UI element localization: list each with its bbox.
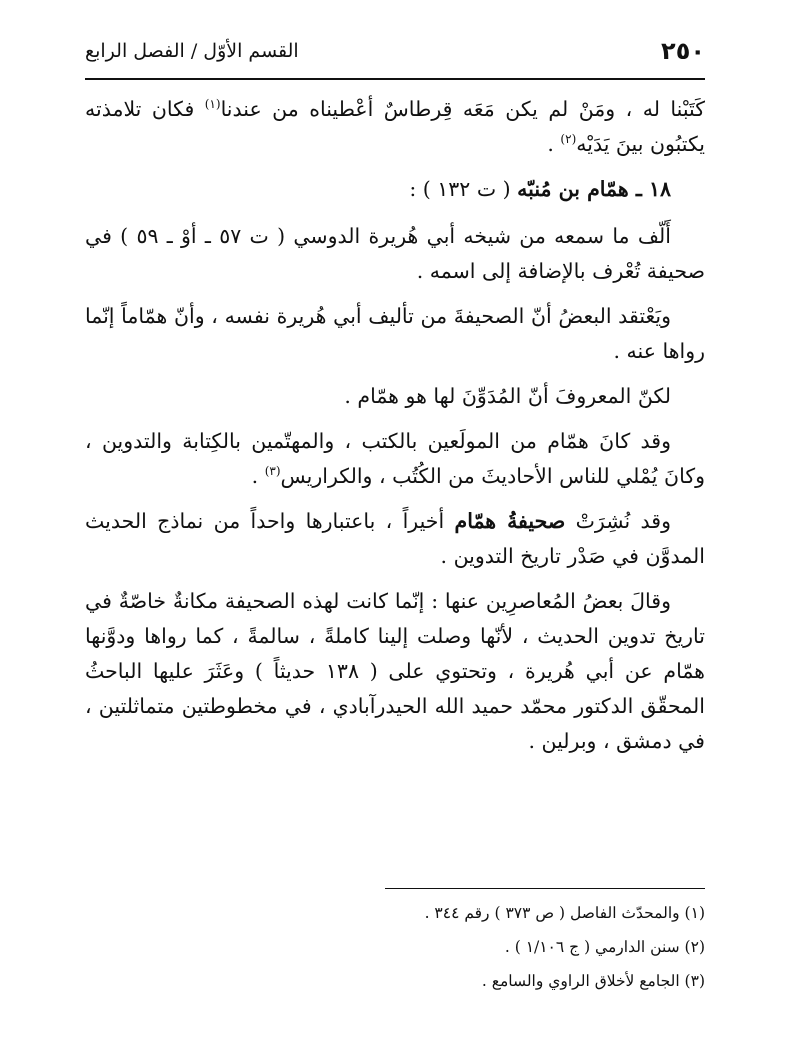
footnote-1: (١) والمحدّث الفاصل ( ص ٣٧٣ ) رقم ٣٤٤ . — [424, 904, 705, 922]
section-heading-date: ( ت ١٣٢ ) : — [409, 177, 518, 201]
footnote-3: (٣) الجامع لأخلاق الراوي والسامع . — [481, 972, 705, 990]
paragraph-4: لكنّ المعروفَ أنّ المُدَوِّنَ لها هو همّام . — [344, 384, 671, 408]
running-title: القسم الأوّل / الفصل الرابع — [85, 40, 299, 62]
header-rule — [85, 78, 705, 80]
main-text — [85, 92, 705, 769]
section-heading — [85, 172, 705, 207]
paragraph-6-start: وقد نُشِرَتْ — [565, 509, 671, 533]
page-header — [85, 30, 705, 72]
paragraph-7: وقالَ بعضُ المُعاصرِين عنها : إنّما كانت لهذه الصحيفة مكانةٌ خاصّةٌ في تاريخ تدوين الحديث ، لأنّها وصلت إلينا كاملةً ، سالمةً ، كما رواها ودوَّنها همّام عن أبي هُريرة ، وتحتوي على ( ١٣٨ حديثاً ) وعَثَرَ عليها الباحثُ المحقّق الدكتور محمّد حميد الله الحيدرآبادي ، في مخطوطتين متماثلتين ، في دمشق ، وبرلين . — [85, 589, 705, 753]
page-number: ٢٥٠ — [661, 37, 705, 65]
paragraph-1-end: . — [547, 132, 561, 156]
paragraph-2: أَلّف ما سمعه من شيخه أبي هُريرة الدوسي ( ت ٥٧ ـ أوْ ـ ٥٩ ) في صحيفة تُعْرف بالإضافة إلى اسمه . — [85, 224, 705, 283]
paragraph-3: ويَعْتقد البعضُ أنّ الصحيفةَ من تأليف أبي هُريرة نفسه ، وأنّ همّاماً إنّما رواها عنه . — [85, 304, 705, 363]
footnote-ref-3: (٣) — [264, 464, 281, 479]
footnote-rule — [385, 888, 705, 889]
paragraph-1-text: كَتَبْنا له ، ومَنْ لم يكن مَعَه قِرطاسٌ أعْطيناه من عندنا — [220, 97, 705, 121]
footnote-2: (٢) سنن الدارمي ( ج ١/١٠٦ ) . — [504, 938, 705, 956]
paragraph-6-rest: أخيراً ، باعتبارها واحداً من نماذج الحديث المدوَّن في صَدْر تاريخ التدوين . — [85, 509, 705, 568]
paragraph-6-bold: صحيفةُ همّام — [454, 509, 566, 533]
footnotes — [85, 896, 705, 998]
section-heading-title: ١٨ ـ همّام بن مُنبّه — [517, 177, 671, 201]
footnote-ref-1: (١) — [204, 97, 221, 112]
paragraph-5-end: . — [251, 464, 265, 488]
paragraph-6 — [85, 504, 705, 574]
paragraph-5 — [85, 424, 705, 494]
paragraph-1-text-2: فكان تلامذته يكتبُون بينَ يَدَيْه — [85, 97, 705, 156]
footnote-ref-2: (٢) — [560, 132, 577, 147]
paragraph-1 — [85, 92, 705, 162]
paragraph-5-text: وقد كانَ همّام من المولَعين بالكتب ، والمهتّمين بالكِتابة والتدوين ، وكانَ يُمْلي للناس الأحاديثَ من الكُتُب ، والكراريس — [85, 429, 705, 488]
